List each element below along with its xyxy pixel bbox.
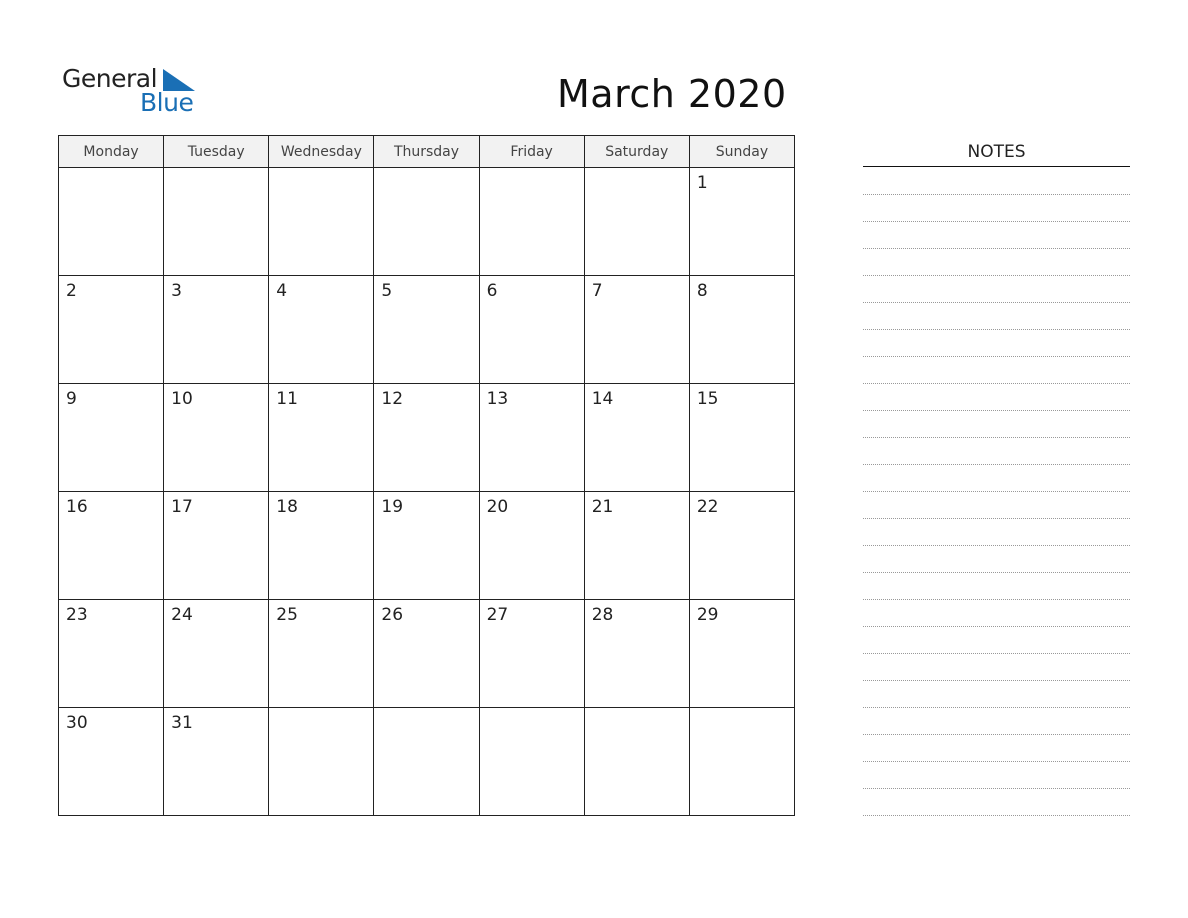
day-cell[interactable]	[374, 708, 479, 816]
day-cell[interactable]	[479, 168, 584, 276]
notes-line[interactable]	[863, 815, 1130, 816]
day-cell[interactable]	[689, 168, 794, 276]
weekday-friday: Friday	[479, 136, 584, 168]
day-number: 27	[486, 605, 509, 625]
notes-line[interactable]	[863, 275, 1130, 276]
week-row	[59, 492, 795, 600]
day-number: 8	[696, 281, 708, 301]
day-number: 24	[171, 605, 193, 625]
notes-line[interactable]	[863, 383, 1130, 384]
weekday-monday: Monday	[59, 136, 164, 168]
weekday-thursday: Thursday	[374, 136, 479, 168]
day-number	[374, 168, 478, 173]
day-cell[interactable]	[584, 384, 689, 492]
day-cell[interactable]	[479, 600, 584, 708]
weekday-sunday: Sunday	[689, 136, 794, 168]
notes-line[interactable]	[863, 599, 1130, 600]
weekday-wednesday: Wednesday	[269, 136, 374, 168]
day-number: 14	[591, 389, 614, 409]
weekday-header-row	[59, 136, 795, 168]
day-cell[interactable]	[374, 492, 479, 600]
notes-line[interactable]	[863, 545, 1130, 546]
day-number: 16	[66, 497, 88, 517]
day-cell[interactable]	[584, 492, 689, 600]
day-number: 30	[66, 713, 88, 733]
notes-line[interactable]	[863, 707, 1130, 708]
notes-line[interactable]	[863, 626, 1130, 627]
notes-line[interactable]	[863, 437, 1130, 438]
day-number	[164, 168, 268, 173]
day-cell[interactable]	[689, 600, 794, 708]
day-cell[interactable]	[164, 276, 269, 384]
day-number: 4	[276, 281, 288, 301]
day-cell[interactable]	[374, 600, 479, 708]
day-cell[interactable]	[164, 384, 269, 492]
day-number: 31	[171, 713, 193, 733]
day-number: 11	[276, 389, 298, 409]
week-row	[59, 384, 795, 492]
logo-text-blue: Blue	[140, 88, 194, 117]
day-cell[interactable]	[374, 168, 479, 276]
day-number: 21	[591, 497, 614, 517]
day-cell[interactable]	[689, 708, 794, 816]
day-number	[585, 168, 689, 173]
day-cell[interactable]	[584, 708, 689, 816]
week-row	[59, 708, 795, 816]
day-number: 25	[276, 605, 298, 625]
day-number: 1	[696, 173, 708, 193]
day-cell[interactable]	[164, 708, 269, 816]
day-cell[interactable]	[479, 384, 584, 492]
day-cell[interactable]	[584, 168, 689, 276]
notes-line[interactable]	[863, 410, 1130, 411]
day-cell[interactable]	[59, 708, 164, 816]
day-cell[interactable]	[374, 384, 479, 492]
day-number: 18	[276, 497, 298, 517]
day-number: 17	[171, 497, 193, 517]
day-number: 28	[591, 605, 614, 625]
day-cell[interactable]	[584, 276, 689, 384]
day-cell[interactable]	[59, 492, 164, 600]
day-cell[interactable]	[59, 384, 164, 492]
day-number: 13	[486, 389, 509, 409]
weekday-saturday: Saturday	[584, 136, 689, 168]
day-cell[interactable]	[689, 492, 794, 600]
notes-panel	[863, 135, 1130, 167]
day-number	[269, 708, 373, 713]
day-cell[interactable]	[689, 276, 794, 384]
brand-logo	[62, 64, 202, 118]
day-number: 9	[66, 389, 77, 409]
day-number	[374, 708, 478, 713]
notes-line[interactable]	[863, 734, 1130, 735]
day-cell[interactable]	[59, 600, 164, 708]
day-number: 15	[696, 389, 719, 409]
notes-line[interactable]	[863, 572, 1130, 573]
day-cell[interactable]	[584, 600, 689, 708]
notes-line[interactable]	[863, 302, 1130, 303]
day-number: 12	[381, 389, 404, 409]
notes-line[interactable]	[863, 491, 1130, 492]
notes-line[interactable]	[863, 248, 1130, 249]
day-cell[interactable]	[479, 492, 584, 600]
day-number: 22	[696, 497, 719, 517]
day-cell[interactable]	[269, 168, 374, 276]
notes-line[interactable]	[863, 518, 1130, 519]
day-number: 19	[381, 497, 404, 517]
day-number: 6	[486, 281, 498, 301]
day-cell[interactable]	[164, 600, 269, 708]
day-cell[interactable]	[374, 276, 479, 384]
week-row	[59, 600, 795, 708]
day-cell[interactable]	[479, 708, 584, 816]
weekday-tuesday: Tuesday	[164, 136, 269, 168]
day-cell[interactable]	[689, 384, 794, 492]
day-cell[interactable]	[269, 708, 374, 816]
notes-line[interactable]	[863, 356, 1130, 357]
day-cell[interactable]	[269, 384, 374, 492]
day-number: 3	[171, 281, 182, 301]
notes-line[interactable]	[863, 653, 1130, 654]
day-cell[interactable]	[269, 492, 374, 600]
day-cell[interactable]	[59, 276, 164, 384]
day-cell[interactable]	[59, 168, 164, 276]
notes-line[interactable]	[863, 329, 1130, 330]
notes-line[interactable]	[863, 221, 1130, 222]
notes-line[interactable]	[863, 788, 1130, 789]
day-cell[interactable]	[479, 276, 584, 384]
day-number	[59, 168, 163, 173]
notes-line[interactable]	[863, 194, 1130, 195]
day-number: 29	[696, 605, 719, 625]
notes-line[interactable]	[863, 761, 1130, 762]
notes-line[interactable]	[863, 464, 1130, 465]
day-number	[690, 708, 794, 713]
day-cell[interactable]	[269, 276, 374, 384]
day-number	[480, 168, 584, 173]
week-row	[59, 276, 795, 384]
day-cell[interactable]	[269, 600, 374, 708]
day-cell[interactable]	[164, 168, 269, 276]
day-number: 20	[486, 497, 509, 517]
day-number: 7	[591, 281, 603, 301]
day-number	[269, 168, 373, 173]
notes-line[interactable]	[863, 680, 1130, 681]
calendar-grid	[58, 135, 795, 816]
day-number	[480, 708, 584, 713]
day-number: 10	[171, 389, 193, 409]
day-number: 2	[66, 281, 77, 301]
notes-heading: NOTES	[863, 135, 1130, 167]
logo-text-general: General	[62, 64, 158, 93]
calendar-title: March 2020	[557, 72, 787, 116]
day-cell[interactable]	[164, 492, 269, 600]
day-number: 5	[381, 281, 393, 301]
day-number: 26	[381, 605, 404, 625]
week-row	[59, 168, 795, 276]
day-number	[585, 708, 689, 713]
day-number: 23	[66, 605, 88, 625]
